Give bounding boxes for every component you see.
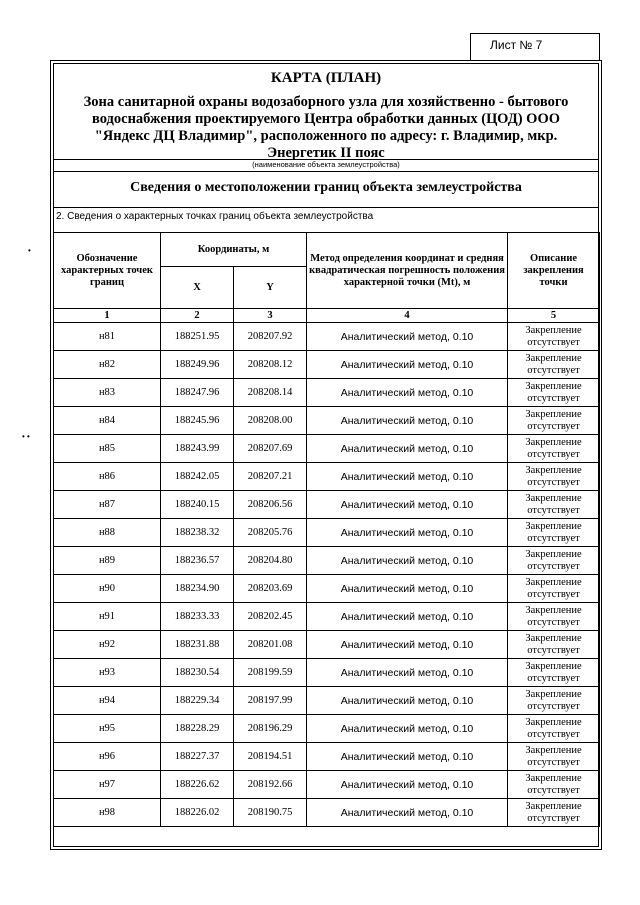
cell-point: н88 xyxy=(54,519,161,547)
cell-desc: Закрепление отсутствует xyxy=(508,575,600,603)
cell-point: н81 xyxy=(54,323,161,351)
scan-mark: • • xyxy=(22,432,30,441)
cell-y: 208202.45 xyxy=(234,603,307,631)
cell-y: 208192.66 xyxy=(234,771,307,799)
cell-desc: Закрепление отсутствует xyxy=(508,771,600,799)
table-row xyxy=(54,463,600,491)
col-number: 3 xyxy=(234,309,307,323)
col-number: 4 xyxy=(307,309,508,323)
cell-point: н93 xyxy=(54,659,161,687)
table-row xyxy=(54,379,600,407)
cell-y: 208199.59 xyxy=(234,659,307,687)
cell-y: 208208.14 xyxy=(234,379,307,407)
divider-line xyxy=(53,171,599,172)
cell-desc: Закрепление отсутствует xyxy=(508,799,600,827)
cell-x: 188231.88 xyxy=(161,631,234,659)
table-row xyxy=(54,519,600,547)
sheet-number: Лист № 7 xyxy=(490,38,543,52)
table-row xyxy=(54,323,600,351)
cell-point: н89 xyxy=(54,547,161,575)
cell-desc: Закрепление отсутствует xyxy=(508,323,600,351)
cell-x: 188240.15 xyxy=(161,491,234,519)
table-row xyxy=(54,631,600,659)
cell-point: н98 xyxy=(54,799,161,827)
cell-desc: Закрепление отсутствует xyxy=(508,743,600,771)
table-row xyxy=(54,603,600,631)
cell-method: Аналитический метод, 0.10 xyxy=(307,351,508,379)
cell-x: 188229.34 xyxy=(161,687,234,715)
cell-method: Аналитический метод, 0.10 xyxy=(307,743,508,771)
cell-desc: Закрепление отсутствует xyxy=(508,547,600,575)
cell-desc: Закрепление отсутствует xyxy=(508,715,600,743)
cell-desc: Закрепление отсутствует xyxy=(508,687,600,715)
cell-point: н84 xyxy=(54,407,161,435)
cell-desc: Закрепление отсутствует xyxy=(508,463,600,491)
cell-method: Аналитический метод, 0.10 xyxy=(307,519,508,547)
cell-x: 188243.99 xyxy=(161,435,234,463)
cell-x: 188236.57 xyxy=(161,547,234,575)
cell-desc: Закрепление отсутствует xyxy=(508,603,600,631)
cell-method: Аналитический метод, 0.10 xyxy=(307,631,508,659)
cell-x: 188238.32 xyxy=(161,519,234,547)
col-number: 5 xyxy=(508,309,600,323)
cell-point: н86 xyxy=(54,463,161,491)
cell-y: 208194.51 xyxy=(234,743,307,771)
cell-desc: Закрепление отсутствует xyxy=(508,631,600,659)
cell-method: Аналитический метод, 0.10 xyxy=(307,323,508,351)
table-row xyxy=(54,351,600,379)
table-row xyxy=(54,687,600,715)
cell-desc: Закрепление отсутствует xyxy=(508,407,600,435)
cell-method: Аналитический метод, 0.10 xyxy=(307,603,508,631)
cell-method: Аналитический метод, 0.10 xyxy=(307,435,508,463)
cell-y: 208207.92 xyxy=(234,323,307,351)
header-coords: Координаты, м xyxy=(161,233,307,267)
table-row xyxy=(54,407,600,435)
cell-method: Аналитический метод, 0.10 xyxy=(307,799,508,827)
zone-title: Зона санитарной охраны водозаборного узла для хозяйственно - бытового водоснабжения проектируемого Центра обработки данных (ЦОД) ООО "Яндекс ДЦ Владимир", расположенного по адресу: г. Владимир, мкр. Энергетик II пояс xyxy=(83,94,569,161)
cell-x: 188251.95 xyxy=(161,323,234,351)
scan-mark: • xyxy=(28,246,31,255)
cell-y: 208208.00 xyxy=(234,407,307,435)
table-row xyxy=(54,715,600,743)
cell-method: Аналитический метод, 0.10 xyxy=(307,463,508,491)
table-row xyxy=(54,659,600,687)
cell-point: н90 xyxy=(54,575,161,603)
cell-y: 208207.69 xyxy=(234,435,307,463)
table-row xyxy=(54,799,600,827)
cell-y: 208203.69 xyxy=(234,575,307,603)
cell-y: 208205.76 xyxy=(234,519,307,547)
cell-method: Аналитический метод, 0.10 xyxy=(307,575,508,603)
cell-method: Аналитический метод, 0.10 xyxy=(307,407,508,435)
table-row xyxy=(54,547,600,575)
col-number: 1 xyxy=(54,309,161,323)
cell-point: н85 xyxy=(54,435,161,463)
cell-point: н82 xyxy=(54,351,161,379)
table-row xyxy=(54,743,600,771)
header-y: Y xyxy=(234,267,307,309)
col-number: 2 xyxy=(161,309,234,323)
header-method: Метод определения координат и средняя квадратическая погрешность положения характерной точки (Mt), м xyxy=(307,233,508,309)
cell-point: н92 xyxy=(54,631,161,659)
name-note: (наименование объекта землеустройства) xyxy=(252,160,400,169)
cell-method: Аналитический метод, 0.10 xyxy=(307,659,508,687)
header-x: X xyxy=(161,267,234,309)
header-desc: Описание закрепления точки xyxy=(508,233,600,309)
cell-x: 188226.62 xyxy=(161,771,234,799)
sub-title: 2. Сведения о характерных точках границ объекта землеустройства xyxy=(56,211,374,222)
cell-x: 188228.29 xyxy=(161,715,234,743)
cell-desc: Закрепление отсутствует xyxy=(508,659,600,687)
cell-x: 188233.33 xyxy=(161,603,234,631)
table-row xyxy=(54,575,600,603)
cell-method: Аналитический метод, 0.10 xyxy=(307,491,508,519)
cell-y: 208204.80 xyxy=(234,547,307,575)
cell-y: 208201.08 xyxy=(234,631,307,659)
map-title: КАРТА (ПЛАН) xyxy=(270,70,382,86)
cell-desc: Закрепление отсутствует xyxy=(508,379,600,407)
cell-point: н96 xyxy=(54,743,161,771)
cell-point: н95 xyxy=(54,715,161,743)
cell-y: 208206.56 xyxy=(234,491,307,519)
table-row xyxy=(54,491,600,519)
cell-point: н97 xyxy=(54,771,161,799)
cell-y: 208196.29 xyxy=(234,715,307,743)
cell-desc: Закрепление отсутствует xyxy=(508,491,600,519)
points-table xyxy=(53,232,600,827)
cell-method: Аналитический метод, 0.10 xyxy=(307,379,508,407)
cell-point: н91 xyxy=(54,603,161,631)
cell-y: 208207.21 xyxy=(234,463,307,491)
cell-x: 188249.96 xyxy=(161,351,234,379)
cell-y: 208190.75 xyxy=(234,799,307,827)
cell-x: 188234.90 xyxy=(161,575,234,603)
section-title: Сведения о местоположении границ объекта землеустройства xyxy=(130,180,522,195)
cell-y: 208208.12 xyxy=(234,351,307,379)
cell-x: 188230.54 xyxy=(161,659,234,687)
cell-desc: Закрепление отсутствует xyxy=(508,435,600,463)
table-row xyxy=(54,435,600,463)
cell-x: 188226.02 xyxy=(161,799,234,827)
cell-method: Аналитический метод, 0.10 xyxy=(307,687,508,715)
cell-desc: Закрепление отсутствует xyxy=(508,519,600,547)
cell-x: 188227.37 xyxy=(161,743,234,771)
divider-line xyxy=(53,207,599,208)
cell-x: 188245.96 xyxy=(161,407,234,435)
cell-point: н87 xyxy=(54,491,161,519)
header-point: Обозначение характерных точек границ xyxy=(54,233,161,309)
cell-method: Аналитический метод, 0.10 xyxy=(307,771,508,799)
cell-desc: Закрепление отсутствует xyxy=(508,351,600,379)
table-row xyxy=(54,771,600,799)
cell-point: н94 xyxy=(54,687,161,715)
cell-x: 188242.05 xyxy=(161,463,234,491)
cell-point: н83 xyxy=(54,379,161,407)
cell-x: 188247.96 xyxy=(161,379,234,407)
cell-method: Аналитический метод, 0.10 xyxy=(307,547,508,575)
cell-method: Аналитический метод, 0.10 xyxy=(307,715,508,743)
cell-y: 208197.99 xyxy=(234,687,307,715)
